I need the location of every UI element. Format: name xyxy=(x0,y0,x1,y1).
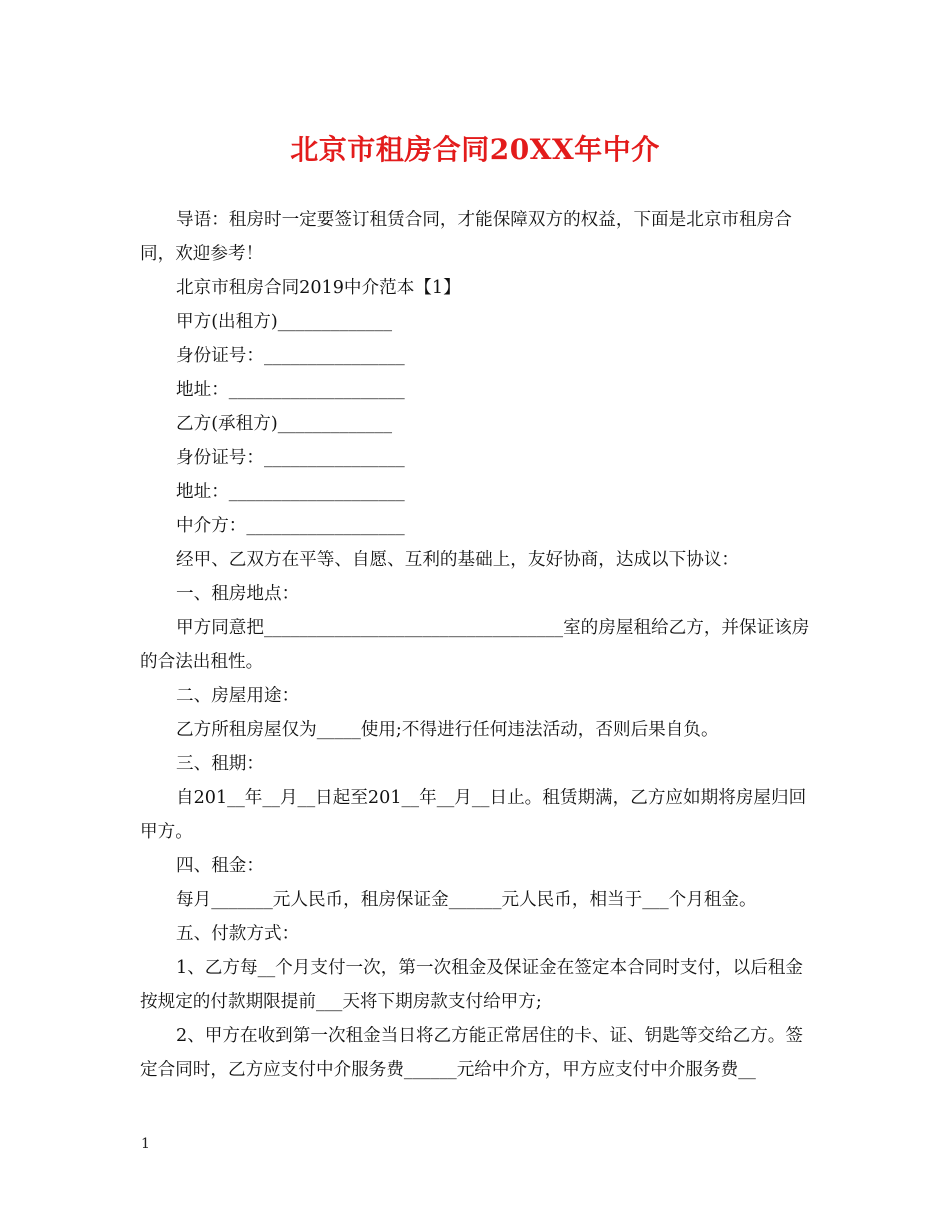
party-a-id-line: 身份证号：________________ xyxy=(176,346,405,366)
usage-paragraph: 乙方所租房屋仅为_____使用;不得进行任何违法活动，否则后果自负。 xyxy=(176,720,719,740)
term-paragraph: 自201__年__月__日起至201__年__月__日止。租赁期满，乙方应如期将房屋归回甲方。 xyxy=(140,788,807,842)
agency-line: 中介方：__________________ xyxy=(176,516,405,536)
party-b-id-line: 身份证号：________________ xyxy=(176,448,405,468)
agreement-intro: 经甲、乙双方在平等、自愿、互利的基础上，友好协商，达成以下协议： xyxy=(176,550,740,570)
section-heading-rent: 四、租金： xyxy=(176,856,264,876)
section-heading-location: 一、租房地点： xyxy=(176,584,300,604)
contract-subtitle: 北京市租房合同2019中介范本【1】 xyxy=(176,278,461,298)
rent-paragraph: 每月_______元人民币，租房保证金______元人民币，相当于___个月租金。 xyxy=(176,890,757,910)
document-title: 北京市租房合同20XX年中介 xyxy=(290,133,660,166)
party-a-line: 甲方(出租方)_____________ xyxy=(176,312,393,332)
intro-paragraph: 导语：租房时一定要签订租赁合同，才能保障双方的权益，下面是北京市租房合同，欢迎参考！ xyxy=(140,210,792,264)
location-paragraph: 甲方同意把__________________________________室的房屋租给乙方，并保证该房的合法出租性。 xyxy=(140,618,810,672)
payment-paragraph-2: 2、甲方在收到第一次租金当日将乙方能正常居住的卡、证、钥匙等交给乙方。签定合同时，乙方应支付中介服务费______元给中介方，甲方应支付中介服务费__ xyxy=(140,1026,803,1080)
page-number: 1 xyxy=(141,1136,150,1152)
section-heading-payment: 五、付款方式： xyxy=(176,924,300,944)
payment-paragraph-1: 1、乙方每__个月支付一次，第一次租金及保证金在签定本合同时支付，以后租金按规定的付款期限提前___天将下期房款支付给甲方; xyxy=(140,958,803,1012)
section-heading-usage: 二、房屋用途： xyxy=(176,686,300,706)
party-b-address-line: 地址：____________________ xyxy=(176,482,405,502)
party-a-address-line: 地址：____________________ xyxy=(176,380,405,400)
document-body xyxy=(140,203,812,1087)
section-heading-term: 三、租期： xyxy=(176,754,264,774)
party-b-line: 乙方(承租方)_____________ xyxy=(176,414,393,434)
